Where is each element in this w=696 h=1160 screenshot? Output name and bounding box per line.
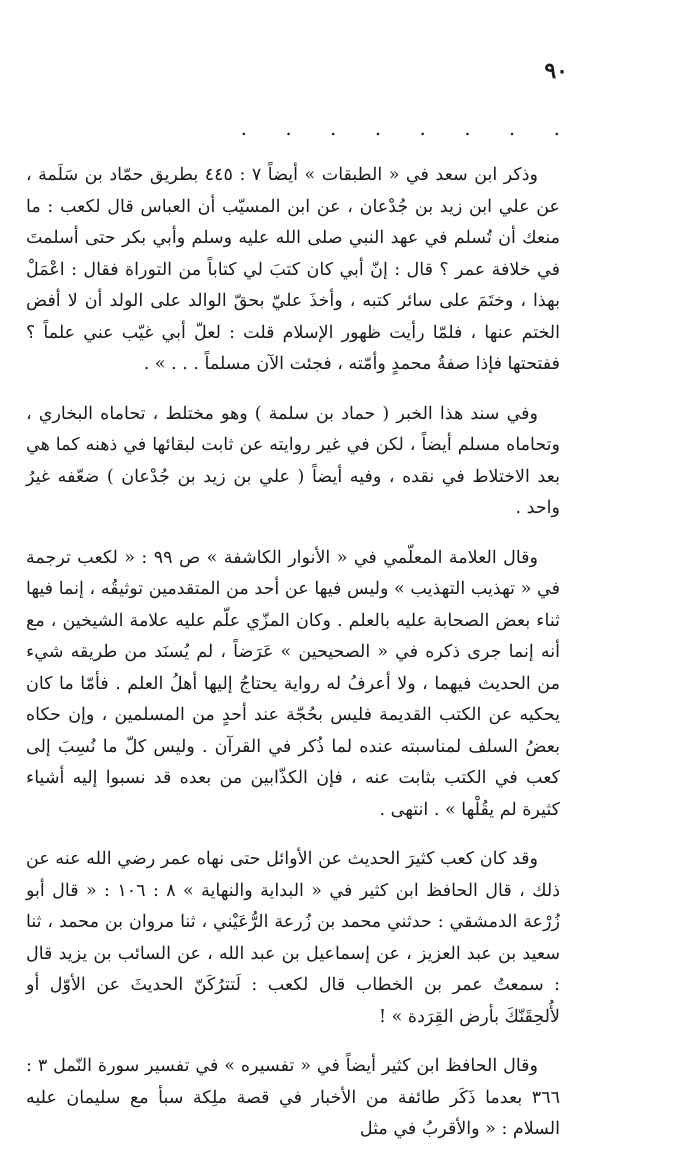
paragraph-umar-forbids: وقد كان كعب كثيرَ الحديث عن الأوائل حتى نهاه عمر رضي الله عنه عن ذلك ، قال الحافظ ابن كثير في « البداية والنهاية » ٨ : ١٠٦ : « قال أبو زُرْعة الدمشقي : حدثني محمد بن زُرعة الرُّعَيْني ، ثنا مروان بن محمد ، ثنا سعيد بن عبد العزيز ، عن إسماعيل بن عبد الله ، عن السائب بن يزيد قال : سمعتُ عمر بن الخطاب قال لكعب : لَتترُكَنّ الحديثَ عن الأوّل أو لأُلحِقَنّكَ بأرض القِرَدة » ! bbox=[26, 849, 560, 1027]
paragraph-ibn-kathir-tafsir: وقال الحافظ ابن كثير أيضاً في « تفسيره » في تفسير سورة النّمل ٣ : ٣٦٦ بعدما ذَكَر طائفة من الأخبار في قصة ملِكة سبأ مع سليمان عليه السلام : « والأقربُ في مثل bbox=[26, 1056, 560, 1139]
page-number: ٩٠ bbox=[544, 58, 568, 84]
paragraph-ibn-saad: وذكر ابن سعد في « الطبقات » أيضاً ٧ : ٤٤٥ بطريق حمّاد بن سَلَمة ، عن علي ابن زيد بن جُدْعان ، عن ابن المسيّب أن العباس قال لكعب : ما منعك أن تُسلم في عهد النبي صلى الله عليه وسلم وأبي بكر حتى أسلمتَ في خلافة عمر ؟ قال : إنّ أبي كان كتبَ لي كتاباً من التوراة فقال : اعْمَلْ بهذا ، وختَمَ على سائر كتبه ، وأخذَ عليّ بحقّ الوالد على الولد أن لا أفض الختم عنها ، فلمّا رأيت ظهور الإسلام قلت : لعلّ أبي غيّب عني علماً ؟ ففتحتها فإذا صفةُ محمدٍ وأمّته ، فجئت الآن مسلماً . . . » . bbox=[26, 165, 560, 374]
paragraph-isnad-critique: وفي سند هذا الخبر ( حماد بن سلمة ) وهو مختلط ، تحاماه البخاري ، وتحاماه مسلم أيضاً ، لكن في غير روايته عن ثابت لبقائها في ذهنه كما هي بعد الاختلاط في نقده ، وفيه أيضاً ( علي بن زيد بن جُدْعان ) ضعّفه غيرُ واحد . bbox=[26, 403, 560, 518]
section-dots-divider: . . . . . . . . bbox=[240, 116, 576, 140]
paragraph-muallimi-quote: وقال العلامة المعلّمي في « الأنوار الكاشفة » ص ٩٩ : « لكعب ترجمة في « تهذيب التهذيب » وليس فيها عن أحد من المتقدمين توثيقُه ، إنما فيها ثناء بعض الصحابة عليه بالعلم . وكان المزّي علّم عليه علامة الشيخين ، مع أنه إنما جرى ذكره في « الصحيحين » عَرَضاً ، لم يُسنَد من طريقه شيء من الحديث فيهما ، ولا أعرفُ له رواية يحتاجُ إليها أهلُ العلم . فأمّا ما كان يحكيه عن الكتب القديمة فليس بحُجّة عند أحدٍ من المسلمين ، وإن حكاه بعضُ السلف لمناسبته عنده لما ذُكر في القرآن . وليس كلّ ما نُسِبَ إلى كعب في الكتب بثابت عنه ، فإن الكذّابين من بعده قد نسبوا إليه أشياء كثيرة لم يقُلْها » . انتهى . bbox=[26, 547, 560, 820]
page-body bbox=[26, 160, 560, 1160]
